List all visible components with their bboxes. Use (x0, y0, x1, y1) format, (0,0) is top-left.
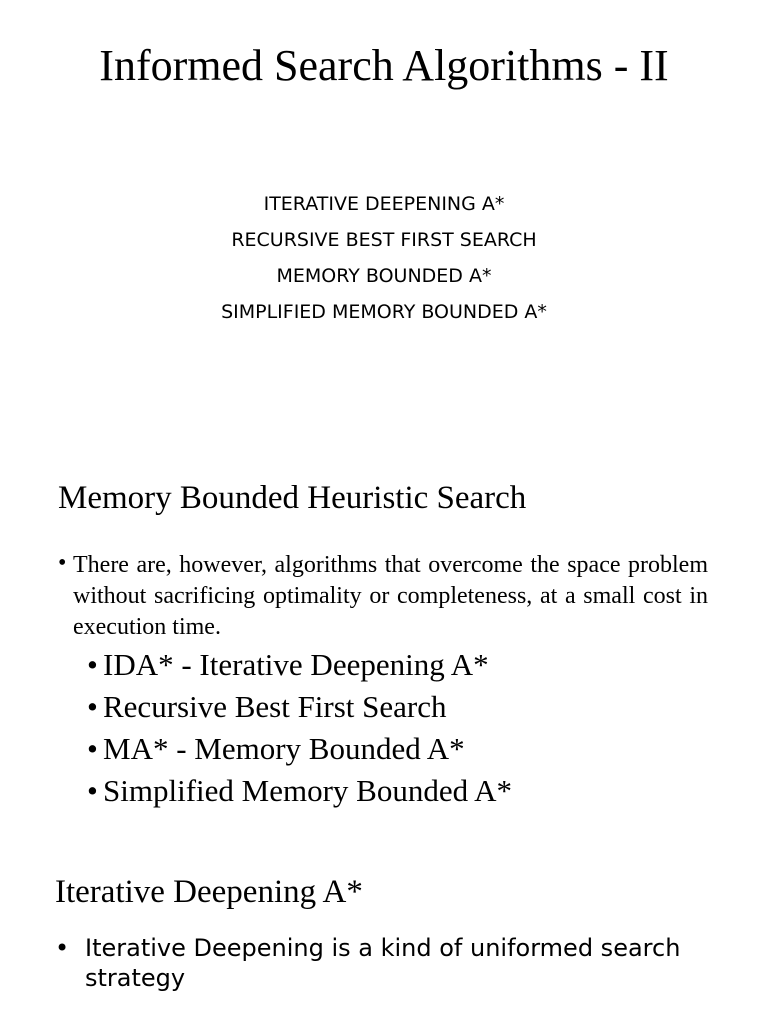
bullet-icon: • (55, 934, 70, 962)
slide-1-title: Informed Search Algorithms - II (99, 41, 669, 90)
subtitle-item: MEMORY BOUNDED A* (276, 265, 492, 287)
slide-2 (0, 440, 768, 860)
slide-2-title: Memory Bounded Heuristic Search (58, 480, 527, 516)
list-item (87, 728, 512, 770)
subtitle-item: RECURSIVE BEST FIRST SEARCH (231, 229, 537, 251)
slide-2-paragraph (58, 550, 708, 643)
slide-3-paragraph (55, 933, 715, 993)
list-item (87, 770, 512, 812)
subtitle-item: SIMPLIFIED MEMORY BOUNDED A* (221, 301, 547, 323)
slide-3-title: Iterative Deepening A* (55, 874, 363, 910)
list-item (87, 644, 512, 686)
list-item-label: Recursive Best First Search (103, 689, 447, 724)
bullet-icon: • (87, 773, 98, 808)
bullet-icon: • (87, 689, 98, 724)
slide-3 (0, 860, 768, 1024)
bullet-icon: • (58, 550, 67, 576)
list-item (87, 686, 512, 728)
list-item-label: IDA* - Iterative Deepening A* (103, 647, 489, 682)
paragraph-text: Iterative Deepening is a kind of uniformed search strategy (85, 934, 681, 992)
list-item-label: MA* - Memory Bounded A* (103, 731, 465, 766)
bullet-icon: • (87, 647, 98, 682)
slide-1 (0, 0, 768, 440)
paragraph-text: There are, however, algorithms that overcome the space problem without sacrificing optimality or completeness, at a small cost in execution time. (73, 552, 708, 640)
slide-1-subtitle-list (0, 186, 768, 330)
algorithm-list (87, 644, 512, 812)
subtitle-item: ITERATIVE DEEPENING A* (263, 193, 505, 215)
bullet-icon: • (87, 731, 98, 766)
list-item-label: Simplified Memory Bounded A* (103, 773, 513, 808)
